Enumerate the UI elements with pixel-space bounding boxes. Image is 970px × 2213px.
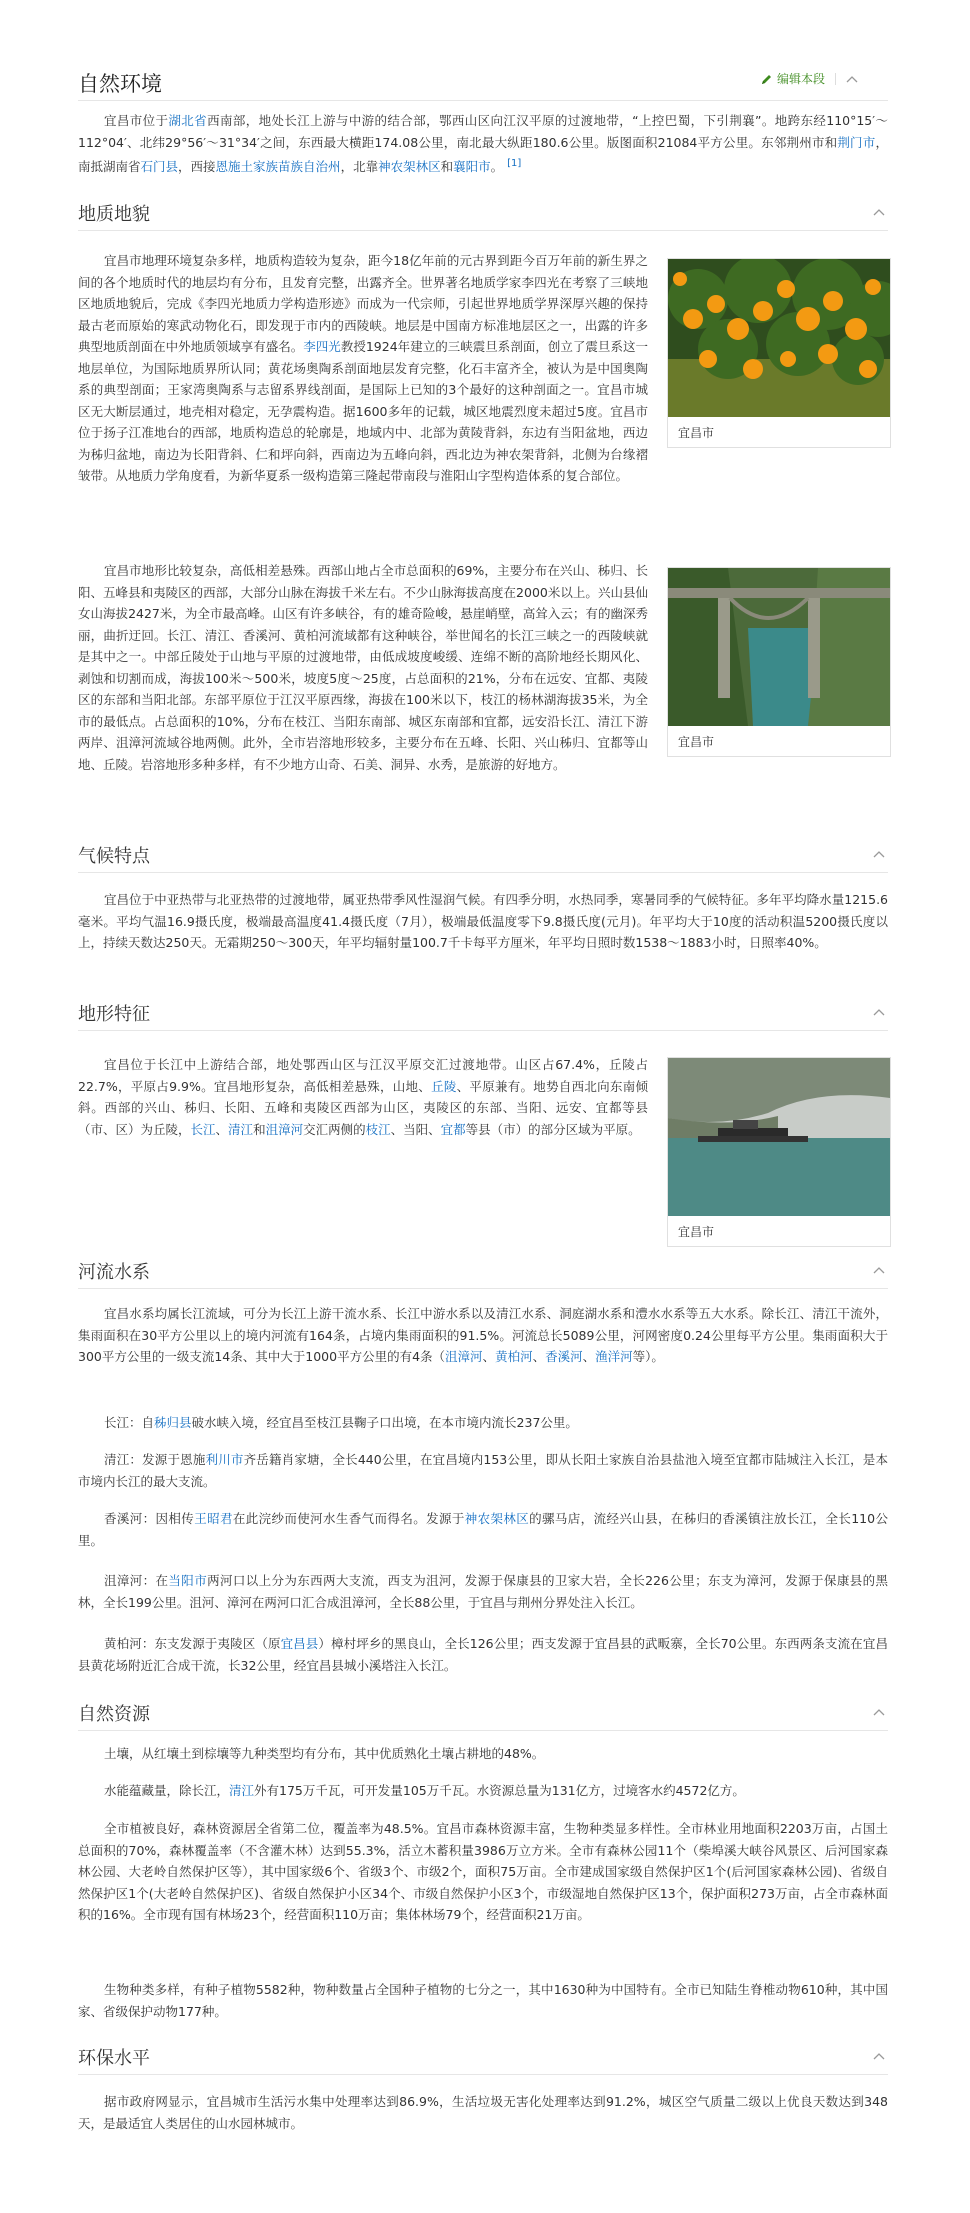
link-hubei[interactable]: 湖北省 — [168, 113, 208, 128]
section-divider — [78, 1030, 888, 1031]
rivers-paragraph-1 — [78, 1303, 888, 1368]
collapse-icon[interactable] — [846, 75, 858, 83]
resources-paragraph-forest: 全市植被良好，森林资源居全省第二位，覆盖率为48.5%。宜昌市森林资源丰富，生物种类显多样性。全市林业用地面积2203万亩，占国土总面积的70%，森林覆盖率（不含灌木林）达到55.3%，活立木蓄积量3986万立方米。全市有森林公园11个（柴埠溪大峡谷风景区、后河国家森林公园、大老岭自然保护区等），其中国家级6个、省级3个、市级2个，面积75万亩。全市建成国家级自然保护区1个(后河国家森林公园)、省级自然保护区1个(大老岭自然保护区)、省级自然保护小区34个、市级自然保护小区3个，市级湿地自然保护区13个，保护面积273万亩，占全市森林面积的16%。全市现有国有林场23个，经营面积110万亩；集体林场79个，经营面积21万亩。 — [78, 1821, 888, 1922]
text: 香溪河：因相传 — [104, 1511, 195, 1526]
text: 西南部，地处长江上游与中游的结合部，鄂西山区向江汉平原的过渡地带，“上控巴蜀，下引荆襄”。地跨东经110°15′～112°04′、北纬29°56′～31°34′之间，东西最大横距174.08公里，南北最大纵距180.6公里。版图面积21084平方公里。东邻荆州市和 — [78, 113, 888, 150]
climate-paragraph: 宜昌位于中亚热带与北亚热带的过渡地带，属亚热带季风性湿润气候。有四季分明，水热同季，寒暑同季的气候特征。多年平均降水量1215.6毫米。平均气温16.9摄氏度，极端最高温度41.4摄氏度（7月），极端最低温度零下9.8摄氏度(元月)。年平均大于10度的活动积温5200摄氏度以上，持续天数达250天。无霜期250～300天，年平均辐射量100.7千卡每平方厘米，年平均日照时数1538～1883小时，日照率40%。 — [78, 892, 888, 950]
figure-caption: 宜昌市 — [678, 1225, 715, 1239]
text: 和 — [440, 159, 454, 175]
intro-paragraph — [78, 110, 888, 178]
text: 宜昌市地理环境复杂多样，地质构造较为复杂，距今18亿年前的元古界到距今百万年前的新生界之间的各个地质时代的地层均有分布，且发育完整，出露齐全。世界著名地质学家李四光在考察了三峡地区地质地貌后，完成《李四光地质力学构造形迹》而成为一代宗师，引起世界地质学界深厚兴趣的保持最古老而原始的寒武动物化石，即发现于市内的西陵峡。地层是中国南方标准地层区之一，出露的许多典型地质剖面在中外地质领域享有盛名。 — [78, 253, 648, 354]
link-zhijiang[interactable]: 枝江 — [365, 1121, 391, 1137]
rivers-paragraph-qingjiang — [78, 1449, 888, 1492]
figure-caption: 宜昌市 — [678, 426, 715, 440]
link-lisiguang[interactable]: 李四光 — [303, 339, 341, 354]
section-divider — [78, 872, 888, 873]
section-divider — [78, 1288, 888, 1289]
oranges-image — [668, 259, 890, 417]
collapse-icon[interactable] — [873, 208, 885, 216]
figure-bridge[interactable] — [667, 567, 891, 757]
geology-paragraph-1 — [78, 250, 648, 487]
text: 齐岳籍肖家塘，全长440公里，在宜昌境内153公里，即从长阳土家族自治县盐池入境至宜都市陆城注入长江，是本市境内长江的最大支流。 — [78, 1452, 888, 1489]
collapse-icon[interactable] — [873, 1708, 885, 1716]
link-shimen[interactable]: 石门县 — [140, 159, 179, 175]
link-zigui[interactable]: 秭归县 — [154, 1415, 192, 1430]
text: 、 — [215, 1121, 229, 1137]
text: 宜昌水系均属长江流域，可分为长江上游干流水系、长江中游水系以及清江水系、洞庭湖水系和澧水水系等五大水系。除长江、清江干流外，集雨面积在30平方公里以上的境内河流有164条，占境内集雨面积的91.5%。河流总长5089公里，河网密度0.24公里每平方公里。集雨面积大于300平方公里的一级支流14条、其中大于1000平方公里的有4条（ — [78, 1306, 888, 1364]
link-dangyang[interactable]: 当阳市 — [168, 1573, 208, 1588]
text: 两河口以上分为东西两大支流，西支为沮河，发源于保康县的卫家大岩，全长226公里；东支为漳河，发源于保康县的黑林，全长199公里。沮河、漳河在两河口汇合成沮漳河，全长88公里，于宜昌与荆州分界处注入长江。 — [78, 1573, 888, 1610]
link-yichang-county[interactable]: 宜昌县 — [280, 1636, 319, 1651]
text: 在此浣纱而使河水生香气而得名。发源于 — [232, 1511, 465, 1526]
pencil-icon — [761, 73, 773, 85]
resources-paragraph-soil: 土壤，从红壤土到棕壤等九种类型均有分布，其中优质熟化土壤占耕地的48%。 — [104, 1746, 545, 1761]
text: 、 — [582, 1349, 596, 1364]
link-xiangyang[interactable]: 襄阳市 — [453, 159, 491, 175]
link-shennongjia-2[interactable]: 神农架林区 — [464, 1511, 530, 1526]
text: 、平原兼有。地势自西北向东南倾斜。西部的兴山、秭归、长阳、五峰和夷陵区西部为山区，夷陵区的东部、当阳、远安、宜都等县（市、区）为丘陵， — [78, 1078, 648, 1137]
resources-paragraph-biology: 生物种类多样，有种子植物5582种，物种数量占全国种子植物的七分之一，其中1630种为中国特有。全市已知陆生脊椎动物610种，其中国家、省级保护动物177种。 — [78, 1982, 888, 2019]
link-shennongjia[interactable]: 神农架林区 — [378, 159, 441, 175]
text: 交汇两侧的 — [303, 1121, 366, 1137]
section-title-resources: 自然资源 — [78, 1704, 150, 1725]
figure-oranges[interactable] — [667, 258, 891, 448]
link-juzhang[interactable]: 沮漳河 — [265, 1121, 304, 1137]
link-juzhang-river[interactable]: 沮漳河 — [445, 1349, 483, 1364]
text: 、当阳、 — [390, 1121, 441, 1137]
text: 等县（市）的部分区域为平原。 — [465, 1121, 641, 1137]
collapse-icon[interactable] — [873, 1008, 885, 1016]
text: ）樟村坪乡的黑良山，全长126公里；西支发源于宜昌县的武畈寨，全长70公里。东西两条支流在宜昌县黄花场附近汇合成干流，长32公里，经宜昌县城小溪塔注入长江。 — [78, 1636, 888, 1673]
text: ，南抵湖南省 — [78, 134, 888, 175]
text: 黄柏河：东支发源于夷陵区（原 — [104, 1636, 281, 1651]
text: 、 — [532, 1349, 546, 1364]
page-title: 自然环境 — [78, 72, 162, 96]
section-title-geology: 地质地貌 — [78, 204, 150, 225]
geology-paragraph-2: 宜昌市地形比较复杂，高低相差悬殊。西部山地占全市总面积的69%，主要分布在兴山、秭归、长阳、五峰县和夷陵区的西部，大部分山脉在海拔千米左右。不少山脉海拔高度在2000米以上。兴山县仙女山海拔2427米，为全市最高峰。山区有许多峡谷，有的雄奇险峻，悬崖峭壁，高耸入云；有的幽深秀丽，曲折迂回。长江、清江、香溪河、黄柏河流域都有这种峡谷，举世闻名的长江三峡之一的西陵峡就是其中之一。中部丘陵处于山地与平原的过渡地带，由低成坡度峻缓、连绵不断的高阶地经长期风化、剥蚀和切割而成，海拔100米～500米，坡度5度～25度，占总面积的21%，分布在远安、宜都、夷陵区的东部和当阳北部。东部平原位于江汉平原西缘，海拔在100米以下，枝江的杨林湖海拔35米，为全市的最低点。占总面积的10%，分布在枝江、当阳东南部、城区东南部和宜都，远安沿长江、清江下游两岸、沮漳河流域谷地两侧。此外，全市岩溶地形较多，主要分布在五峰、长阳、兴山秭归、宜都等山地、丘陵。岩溶地形多种多样，有不少地方山奇、石美、洞异、水秀，是旅游的好地方。 — [78, 563, 648, 772]
link-qingjiang-2[interactable]: 清江 — [229, 1783, 255, 1798]
text: 等）。 — [632, 1349, 664, 1364]
text: 沮漳河：在 — [104, 1573, 169, 1588]
collapse-icon[interactable] — [873, 850, 885, 858]
section-title-environment: 环保水平 — [78, 2048, 150, 2069]
text: 、 — [482, 1349, 496, 1364]
link-lichuan[interactable]: 利川市 — [205, 1452, 244, 1467]
figure-caption: 宜昌市 — [678, 735, 715, 749]
rivers-paragraph-huangbai — [78, 1633, 888, 1676]
environment-paragraph: 据市政府网显示，宜昌城市生活污水集中处理率达到86.9%，生活垃圾无害化处理率达到91.2%，城区空气质量二级以上优良天数达到348天，是最适宜人类居住的山水园林城市。 — [78, 2094, 888, 2131]
link-yidu[interactable]: 宜都 — [440, 1121, 466, 1137]
rivers-paragraph-juzhang — [78, 1570, 888, 1613]
text: 的骡马店，流经兴山县，在秭归的香溪镇注放长江，全长110公里。 — [78, 1511, 888, 1548]
link-jingmen[interactable]: 荆门市 — [837, 134, 876, 150]
resources-paragraph-water — [78, 1780, 888, 1802]
link-xiangxi-river[interactable]: 香溪河 — [545, 1349, 583, 1364]
section-divider — [78, 2074, 888, 2075]
collapse-icon[interactable] — [873, 2052, 885, 2060]
text: 宜昌位于长江中上游结合部，地处鄂西山区与江汉平原交汇过渡地带。山区占67.4%，丘陵占22.7%，平原占9.9%。宜昌地形复杂，高低相差悬殊，山地、 — [78, 1057, 648, 1094]
rivers-paragraph-xiangxi — [78, 1508, 888, 1551]
text: 。 — [490, 159, 504, 175]
text: 和 — [253, 1121, 266, 1137]
section-title-rivers: 河流水系 — [78, 1262, 150, 1283]
link-huangbai-river[interactable]: 黄柏河 — [495, 1349, 533, 1364]
link-yuyang-river[interactable]: 渔洋河 — [595, 1349, 633, 1364]
river-image — [668, 1058, 890, 1216]
text: 长江：自 — [104, 1415, 155, 1430]
edit-label: 编辑本段 — [776, 72, 825, 86]
text: 水能蕴藏量，除长江， — [104, 1783, 230, 1798]
text: ，西接 — [178, 159, 216, 175]
text: 宜昌市位于 — [104, 113, 169, 128]
link-hills[interactable]: 丘陵 — [431, 1078, 457, 1094]
collapse-icon[interactable] — [873, 1266, 885, 1274]
text: 破水峡入境，经宜昌至枝江县鞠子口出境，在本市境内流长237公里。 — [191, 1415, 578, 1430]
terrain-paragraph — [78, 1054, 648, 1140]
rivers-paragraph-changjiang — [78, 1412, 888, 1434]
section-divider — [78, 230, 888, 231]
reference-link[interactable]: [1] — [507, 158, 522, 169]
link-changjiang[interactable]: 长江 — [190, 1121, 216, 1137]
text: 教授1924年建立的三峡震旦系剖面，创立了震旦系这一地层单位，为国际地质界所认同；黄花场奥陶系剖面地层发育完整，化石丰富齐全，被认为是中国奥陶系的典型剖面；王家湾奥陶系与志留系界线剖面，是国际上已知的3个最好的这种剖面之一。宜昌市城区无大断层通过，地壳相对稳定，无孕震构造。据1600多年的记载，城区地震烈度未超过5度。宜昌市位于扬子江准地台的西部，地质构造总的轮廓是，地域内中、北部为黄陵背斜，东边有当阳盆地，西边为秭归盆地，南边为长阳背斜、仁和坪向斜，西南边为五峰向斜，西北边为神农架背斜，北侧为台缘褶皱带。从地质力学角度看，为新华夏系一级构造第三隆起带南段与淮阳山字型构造体系的复合部位。 — [78, 339, 648, 483]
section-title-terrain: 地形特征 — [78, 1004, 150, 1025]
link-enshi[interactable]: 恩施土家族苗族自治州 — [215, 159, 341, 175]
section-title-climate: 气候特点 — [78, 846, 150, 867]
text: 清江：发源于恩施 — [104, 1452, 206, 1467]
text: ，北靠 — [340, 159, 379, 175]
text: 外有175万千瓦，可开发量105万千瓦。水资源总量为131亿方，过境客水约4572亿方。 — [254, 1783, 745, 1798]
section-divider — [78, 1730, 888, 1731]
figure-river[interactable] — [667, 1057, 891, 1247]
edit-section-button[interactable] — [761, 70, 858, 87]
title-divider — [78, 100, 888, 101]
bridge-image — [668, 568, 890, 726]
link-wangzhaojun[interactable]: 王昭君 — [194, 1511, 233, 1526]
link-qingjiang[interactable]: 清江 — [228, 1121, 254, 1137]
